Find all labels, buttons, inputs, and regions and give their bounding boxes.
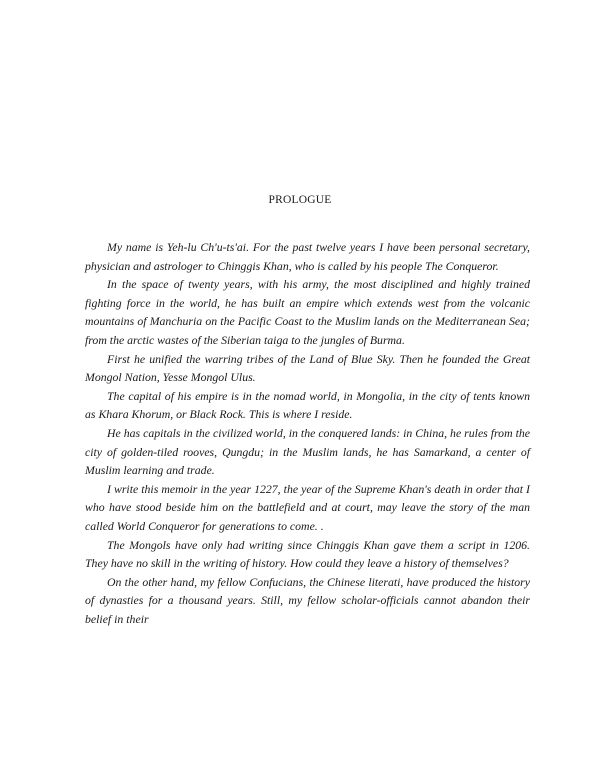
paragraph: I write this memoir in the year 1227, the year of the Supreme Khan's death in order that I who have stood beside him on the battlefield and at court, may leave the story of the man called World Conqueror for generations to come. . bbox=[85, 481, 530, 533]
page-title: PROLOGUE bbox=[268, 194, 332, 206]
paragraph: The capital of his empire is in the nomad world, in Mongolia, in the city of tents known as Khara Khorum, or Black Rock. This is where I reside. bbox=[85, 388, 530, 422]
paragraph: My name is Yeh-lu Ch'u-ts'ai. For the past twelve years I have been personal secretary, physician and astrologer to Chinggis Khan, who is called by his people The Conqueror. bbox=[85, 240, 530, 273]
paragraph: On the other hand, my fellow Confucians, the Chinese literati, have produced the history of dynasties for a thousand years. Still, my fellow scholar-officials cannot abandon their belief in their bbox=[85, 574, 530, 626]
paragraph: The Mongols have only had writing since Chinggis Khan gave them a script in 1206. They have no skill in the writing of history. How could they leave a history of themselves? bbox=[85, 537, 530, 571]
paragraph: First he unified the warring tribes of the Land of Blue Sky. Then he founded the Great Mongol Nation, Yesse Mongol Ulus. bbox=[85, 351, 530, 385]
paragraph: He has capitals in the civilized world, in the conquered lands: in China, he rules from the city of golden-tiled rooves, Qungdu; in the Muslim lands, he has Samarkand, a center of Muslim learning and trade. bbox=[85, 425, 530, 478]
paragraph: In the space of twenty years, with his army, the most disciplined and highly trained fighting force in the world, he has built an empire which extends west from the volcanic mountains of Manchuria on the Pacific Coast to the Muslim lands on the Mediterranean Sea; from the arctic wastes of the Siberian taiga to the jungles of Burma. bbox=[85, 277, 530, 347]
prologue-body bbox=[85, 238, 530, 628]
